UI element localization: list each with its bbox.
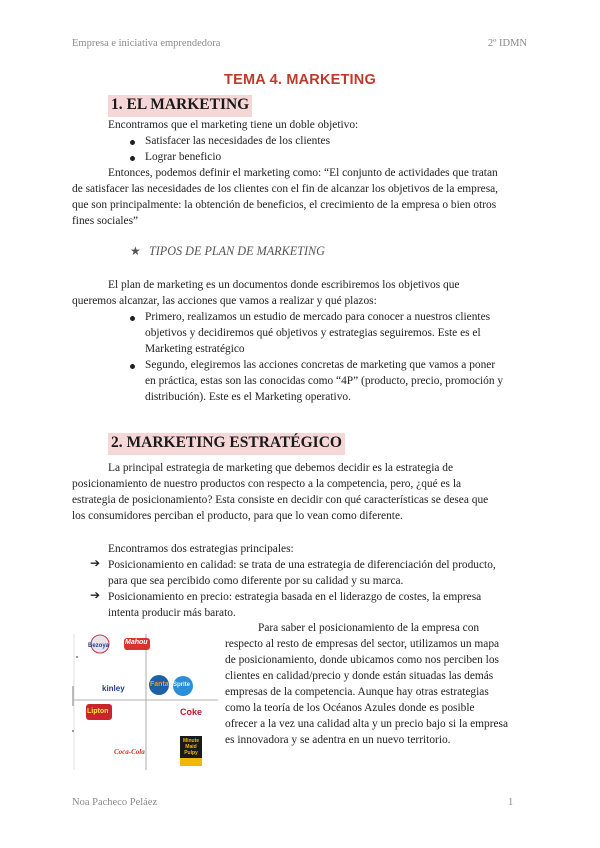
plan-intro-line: queremos alcanzar, las acciones que vamos a realizar y qué plazos:	[72, 295, 377, 307]
map-paragraph-line: empresas de la competencia. Aunque hay otras estrategias	[225, 686, 489, 698]
strategy-paragraph-line: La principal estrategia de marketing que debemos decidir es la estrategia de	[108, 462, 454, 474]
bullet-dot	[130, 316, 135, 321]
definition-line: que son principalmente: la obtención de beneficios, el crecimiento de la empresa o bien otros	[72, 199, 497, 211]
bullet-dot	[130, 140, 135, 145]
section1-intro: Encontramos que el marketing tiene un doble objetivo:	[108, 119, 359, 131]
positioning-map-image	[62, 628, 220, 774]
strategies-intro: Encontramos dos estrategias principales:	[108, 543, 294, 555]
bullet-dot	[130, 364, 135, 369]
arrow-right-icon: ➔	[90, 556, 101, 570]
subsection-heading-text: TIPOS DE PLAN DE MARKETING	[148, 244, 325, 258]
map-paragraph-line: respecto al resto de empresas del sector, utilizamos un mapa	[225, 638, 500, 650]
strategy-paragraph-line: los consumidores perciban el producto, para que lo vean como diferente.	[72, 510, 403, 522]
bullet-dot	[130, 156, 135, 161]
map-paragraph-line: como la teoría de los Océanos Azules donde es posible	[225, 702, 475, 714]
strategy-paragraph-line: posicionamiento de nuestro productos con respecto a la competencia, pero, ¿qué es la	[72, 478, 462, 490]
header-course: 2º IDMN	[487, 38, 527, 49]
header-subject: Empresa e iniciativa emprendedora	[72, 38, 221, 49]
logo-mahou: Mahou	[125, 639, 148, 646]
objective-item: Lograr beneficio	[145, 151, 222, 163]
plan-step-line: distribución). Este es el Marketing operativo.	[145, 391, 351, 403]
map-paragraph-line: Para saber el posicionamiento de la empresa con	[258, 622, 480, 634]
logo-coke: Coke	[180, 707, 203, 717]
section-heading-marketing: 1. EL MARKETING	[108, 95, 252, 117]
page-number: 1	[508, 797, 514, 808]
definition-line: de satisfacer las necesidades de los clientes con el fin de alcanzar los objetivos de la empresa,	[72, 183, 499, 195]
footer-author: Noa Pacheco Peláez	[72, 797, 158, 808]
definition-line: fines sociales”	[72, 215, 139, 227]
plan-step-line: objetivos y decidiremos qué objetivos y estrategias seguiremos. Este es el	[145, 327, 481, 339]
map-paragraph-line: clientes en calidad/precio y donde están situadas las demás	[225, 670, 494, 682]
plan-step-line: Segundo, elegiremos las acciones concretas de marketing que vamos a poner	[145, 359, 496, 371]
logo-minute-maid: Minute Maid Pulpy	[182, 738, 200, 756]
map-paragraph-line: ofrecer a la vez una calidad alta y un precio bajo si la empresa	[225, 718, 509, 730]
logo-bezoya: Bezoya	[88, 643, 110, 649]
plan-step-line: Primero, realizamos un estudio de mercado para conocer a nuestros clientes	[145, 311, 491, 323]
plan-step-line: Marketing estratégico	[145, 343, 245, 355]
definition-line: Entonces, podemos definir el marketing como: “El conjunto de actividades que tratan	[108, 167, 498, 179]
section-heading-marketing-estrategico: 2. MARKETING ESTRATÉGICO	[108, 433, 345, 455]
logo-fanta: Fanta	[150, 681, 169, 688]
logo-sprite: Sprite	[173, 682, 191, 688]
star-icon: ★	[130, 244, 141, 258]
strategy-price-line: Posicionamiento en precio: estrategia basada en el liderazgo de costes, la empresa	[108, 591, 482, 603]
logo-cocacola: Coca-Cola	[114, 748, 145, 756]
arrow-right-icon: ➔	[90, 588, 101, 602]
strategy-quality-line: para que sea percibido como diferente por su calidad y su marca.	[108, 575, 404, 587]
strategy-price-line: intenta producir más barato.	[108, 607, 236, 619]
document-title: TEMA 4. MARKETING	[224, 72, 376, 88]
strategy-paragraph-line: estrategia de posicionamiento? Esta consiste en decidir con qué características se desea que	[72, 494, 489, 506]
plan-step-line: en práctica, estas son las conocidas como “4P” (producto, precio, promoción y	[145, 375, 504, 387]
subsection-heading	[130, 244, 325, 259]
logo-kinley: kinley	[102, 684, 125, 693]
map-paragraph-line: es innovadora y se adentra en un nuevo territorio.	[225, 734, 451, 746]
map-paragraph-line: de posicionamiento, donde ubicamos como nos perciben los	[225, 654, 499, 666]
logo-lipton: Lipton	[87, 708, 109, 715]
objective-item: Satisfacer las necesidades de los clientes	[145, 135, 331, 147]
plan-intro-line: El plan de marketing es un documentos donde escribiremos los objetivos que	[108, 279, 460, 291]
strategy-quality-line: Posicionamiento en calidad: se trata de una estrategia de diferenciación del producto,	[108, 559, 496, 571]
